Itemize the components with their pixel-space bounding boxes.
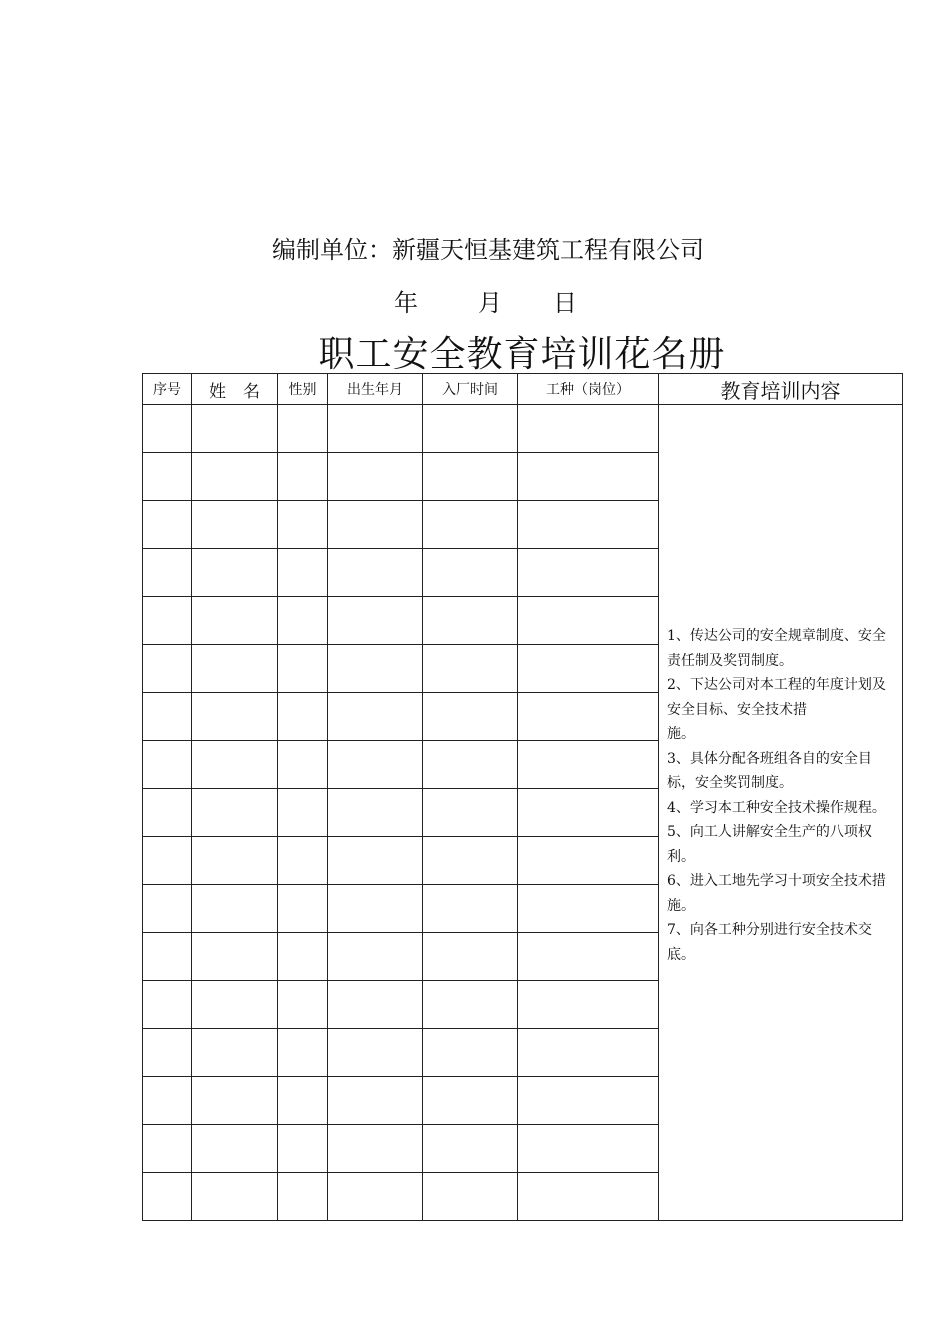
serial-cell[interactable] bbox=[143, 741, 192, 789]
table-row bbox=[143, 405, 903, 453]
entry-date-cell[interactable] bbox=[423, 645, 518, 693]
date-day-label: 日 bbox=[553, 289, 577, 317]
serial-cell[interactable] bbox=[143, 1125, 192, 1173]
job-type-cell[interactable] bbox=[518, 453, 659, 501]
entry-date-cell[interactable] bbox=[423, 1077, 518, 1125]
date-year-label: 年 bbox=[394, 289, 418, 317]
gender-cell[interactable] bbox=[278, 981, 328, 1029]
birth-date-cell[interactable] bbox=[328, 1029, 423, 1077]
name-cell[interactable] bbox=[192, 597, 278, 645]
gender-cell[interactable] bbox=[278, 1125, 328, 1173]
entry-date-cell[interactable] bbox=[423, 933, 518, 981]
content-item: 6、进入工地先学习十项安全技术措施。 bbox=[667, 873, 886, 914]
name-cell[interactable] bbox=[192, 1173, 278, 1221]
job-type-cell[interactable] bbox=[518, 837, 659, 885]
gender-cell[interactable] bbox=[278, 1077, 328, 1125]
name-cell[interactable] bbox=[192, 453, 278, 501]
column-header-job-type: 工种（岗位） bbox=[518, 374, 659, 405]
job-type-cell[interactable] bbox=[518, 693, 659, 741]
column-header-training-content: 教育培训内容 bbox=[659, 374, 903, 405]
birth-date-cell[interactable] bbox=[328, 645, 423, 693]
serial-cell[interactable] bbox=[143, 837, 192, 885]
job-type-cell[interactable] bbox=[518, 1173, 659, 1221]
entry-date-cell[interactable] bbox=[423, 405, 518, 453]
serial-cell[interactable] bbox=[143, 645, 192, 693]
name-cell[interactable] bbox=[192, 501, 278, 549]
entry-date-cell[interactable] bbox=[423, 693, 518, 741]
job-type-cell[interactable] bbox=[518, 597, 659, 645]
birth-date-cell[interactable] bbox=[328, 837, 423, 885]
serial-cell[interactable] bbox=[143, 1173, 192, 1221]
serial-cell[interactable] bbox=[143, 933, 192, 981]
content-item: 7、向各工种分别进行安全技术交底。 bbox=[667, 922, 872, 963]
gender-cell[interactable] bbox=[278, 837, 328, 885]
gender-cell[interactable] bbox=[278, 501, 328, 549]
name-cell[interactable] bbox=[192, 1077, 278, 1125]
content-item: 1、传达公司的安全规章制度、安全责任制及奖罚制度。 bbox=[667, 628, 886, 669]
date-month-label: 月 bbox=[478, 289, 502, 317]
serial-cell[interactable] bbox=[143, 501, 192, 549]
job-type-cell[interactable] bbox=[518, 981, 659, 1029]
serial-cell[interactable] bbox=[143, 1029, 192, 1077]
content-item: 4、学习本工种安全技术操作规程。 bbox=[667, 799, 886, 816]
document-title: 职工安全教育培训花名册 bbox=[318, 334, 726, 375]
training-content-list bbox=[667, 405, 896, 967]
gender-cell[interactable] bbox=[278, 741, 328, 789]
serial-cell[interactable] bbox=[143, 693, 192, 741]
job-type-cell[interactable] bbox=[518, 741, 659, 789]
name-cell[interactable] bbox=[192, 1029, 278, 1077]
job-type-cell[interactable] bbox=[518, 501, 659, 549]
job-type-cell[interactable] bbox=[518, 405, 659, 453]
serial-cell[interactable] bbox=[143, 1077, 192, 1125]
column-header-name: 姓 名 bbox=[192, 374, 278, 405]
birth-date-cell[interactable] bbox=[328, 405, 423, 453]
serial-cell[interactable] bbox=[143, 405, 192, 453]
gender-cell[interactable] bbox=[278, 549, 328, 597]
entry-date-cell[interactable] bbox=[423, 981, 518, 1029]
gender-cell[interactable] bbox=[278, 885, 328, 933]
gender-cell[interactable] bbox=[278, 693, 328, 741]
name-cell[interactable] bbox=[192, 693, 278, 741]
birth-date-cell[interactable] bbox=[328, 885, 423, 933]
content-item: 3、具体分配各班组各自的安全目标，安全奖罚制度。 bbox=[667, 750, 872, 791]
name-cell[interactable] bbox=[192, 741, 278, 789]
name-cell[interactable] bbox=[192, 645, 278, 693]
name-cell[interactable] bbox=[192, 933, 278, 981]
header-row bbox=[143, 374, 903, 405]
birth-date-cell[interactable] bbox=[328, 789, 423, 837]
serial-cell[interactable] bbox=[143, 597, 192, 645]
training-roster-table bbox=[142, 373, 903, 1221]
birth-date-cell[interactable] bbox=[328, 549, 423, 597]
serial-cell[interactable] bbox=[143, 885, 192, 933]
column-header-serial: 序号 bbox=[143, 374, 192, 405]
birth-date-cell[interactable] bbox=[328, 453, 423, 501]
entry-date-cell[interactable] bbox=[423, 1125, 518, 1173]
birth-date-cell[interactable] bbox=[328, 1077, 423, 1125]
name-cell[interactable] bbox=[192, 549, 278, 597]
name-cell[interactable] bbox=[192, 1125, 278, 1173]
column-header-birth-date: 出生年月 bbox=[328, 374, 423, 405]
name-cell[interactable] bbox=[192, 837, 278, 885]
gender-cell[interactable] bbox=[278, 645, 328, 693]
job-type-cell[interactable] bbox=[518, 1029, 659, 1077]
name-cell[interactable] bbox=[192, 405, 278, 453]
job-type-cell[interactable] bbox=[518, 789, 659, 837]
entry-date-cell[interactable] bbox=[423, 741, 518, 789]
training-content-cell bbox=[659, 405, 903, 1221]
entry-date-cell[interactable] bbox=[423, 501, 518, 549]
gender-cell[interactable] bbox=[278, 453, 328, 501]
job-type-cell[interactable] bbox=[518, 933, 659, 981]
name-cell[interactable] bbox=[192, 885, 278, 933]
job-type-cell[interactable] bbox=[518, 1125, 659, 1173]
content-item: 施。 bbox=[667, 726, 695, 742]
birth-date-cell[interactable] bbox=[328, 981, 423, 1029]
birth-date-cell[interactable] bbox=[328, 501, 423, 549]
birth-date-cell[interactable] bbox=[328, 741, 423, 789]
birth-date-cell[interactable] bbox=[328, 933, 423, 981]
entry-date-cell[interactable] bbox=[423, 549, 518, 597]
column-header-entry-date: 入厂时间 bbox=[423, 374, 518, 405]
entry-date-cell[interactable] bbox=[423, 837, 518, 885]
name-cell[interactable] bbox=[192, 789, 278, 837]
content-item: 5、向工人讲解安全生产的八项权利。 bbox=[667, 824, 872, 865]
serial-cell[interactable] bbox=[143, 453, 192, 501]
entry-date-cell[interactable] bbox=[423, 789, 518, 837]
gender-cell[interactable] bbox=[278, 597, 328, 645]
job-type-cell[interactable] bbox=[518, 885, 659, 933]
gender-cell[interactable] bbox=[278, 933, 328, 981]
content-item: 2、下达公司对本工程的年度计划及安全目标、安全技术措 bbox=[667, 677, 886, 718]
gender-cell[interactable] bbox=[278, 405, 328, 453]
birth-date-cell[interactable] bbox=[328, 1125, 423, 1173]
entry-date-cell[interactable] bbox=[423, 453, 518, 501]
gender-cell[interactable] bbox=[278, 789, 328, 837]
entry-date-cell[interactable] bbox=[423, 597, 518, 645]
birth-date-cell[interactable] bbox=[328, 693, 423, 741]
serial-cell[interactable] bbox=[143, 981, 192, 1029]
job-type-cell[interactable] bbox=[518, 1077, 659, 1125]
job-type-cell[interactable] bbox=[518, 549, 659, 597]
gender-cell[interactable] bbox=[278, 1029, 328, 1077]
birth-date-cell[interactable] bbox=[328, 597, 423, 645]
entry-date-cell[interactable] bbox=[423, 1029, 518, 1077]
entry-date-cell[interactable] bbox=[423, 885, 518, 933]
gender-cell[interactable] bbox=[278, 1173, 328, 1221]
serial-cell[interactable] bbox=[143, 789, 192, 837]
name-cell[interactable] bbox=[192, 981, 278, 1029]
serial-cell[interactable] bbox=[143, 549, 192, 597]
job-type-cell[interactable] bbox=[518, 645, 659, 693]
birth-date-cell[interactable] bbox=[328, 1173, 423, 1221]
organization-line: 编制单位：新疆天恒基建筑工程有限公司 bbox=[272, 236, 704, 264]
entry-date-cell[interactable] bbox=[423, 1173, 518, 1221]
column-header-gender: 性别 bbox=[278, 374, 328, 405]
